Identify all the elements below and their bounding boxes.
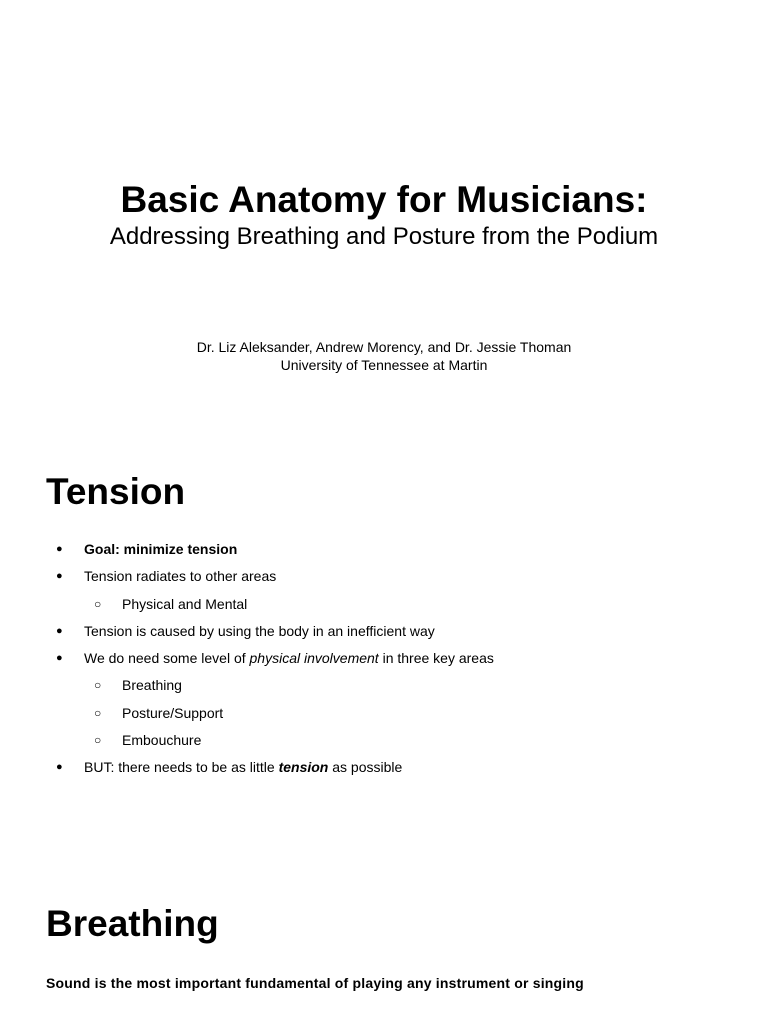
document-title: Basic Anatomy for Musicians: — [120, 179, 648, 220]
list-item — [0, 563, 768, 590]
list-item — [0, 754, 768, 781]
list-item-text: Posture/Support — [122, 704, 224, 721]
bullet-circle-icon: ○ — [94, 705, 102, 720]
breathing-intro: Sound is the most important fundamental of playing any instrument or singing — [46, 975, 584, 991]
section-heading-tension: Tension — [46, 471, 186, 512]
list-item — [0, 727, 768, 754]
authors-line: Dr. Liz Aleksander, Andrew Morency, and Dr. Jessie Thoman — [196, 339, 572, 355]
list-item — [0, 536, 768, 563]
list-item — [0, 700, 768, 727]
list-item-emphasis: physical involvement — [249, 650, 379, 667]
tension-bullet-list — [0, 536, 768, 782]
list-item-text: Embouchure — [122, 732, 202, 749]
list-item-text-after: in three key areas — [378, 650, 494, 667]
bullet-circle-icon: ○ — [94, 733, 102, 748]
list-item-text: Tension radiates to other areas — [84, 568, 277, 585]
bullet-dot-icon: ● — [56, 624, 63, 637]
section-heading-breathing: Breathing — [46, 903, 219, 944]
list-item-text: Breathing — [122, 677, 182, 694]
list-item-text-before: We do need some level of — [84, 650, 250, 667]
list-item — [0, 672, 768, 699]
affiliation-line: University of Tennessee at Martin — [280, 357, 488, 373]
bullet-circle-icon: ○ — [94, 678, 102, 693]
list-item-text: Goal: minimize tension — [84, 541, 238, 557]
list-item — [0, 618, 768, 645]
bullet-circle-icon: ○ — [94, 596, 102, 611]
bullet-dot-icon: ● — [56, 543, 63, 555]
list-item-text-after: as possible — [328, 759, 403, 776]
list-item-text: Physical and Mental — [122, 595, 248, 612]
list-item-emphasis: tension — [278, 759, 329, 776]
bullet-dot-icon: ● — [56, 652, 63, 665]
document-subtitle: Addressing Breathing and Posture from the Podium — [109, 223, 659, 250]
list-item-text-before: BUT: there needs to be as little — [84, 759, 279, 776]
bullet-dot-icon: ● — [56, 761, 63, 774]
list-item — [0, 591, 768, 618]
list-item — [0, 645, 768, 672]
list-item-text: Tension is caused by using the body in an inefficient way — [84, 622, 435, 639]
bullet-dot-icon: ● — [56, 570, 63, 583]
